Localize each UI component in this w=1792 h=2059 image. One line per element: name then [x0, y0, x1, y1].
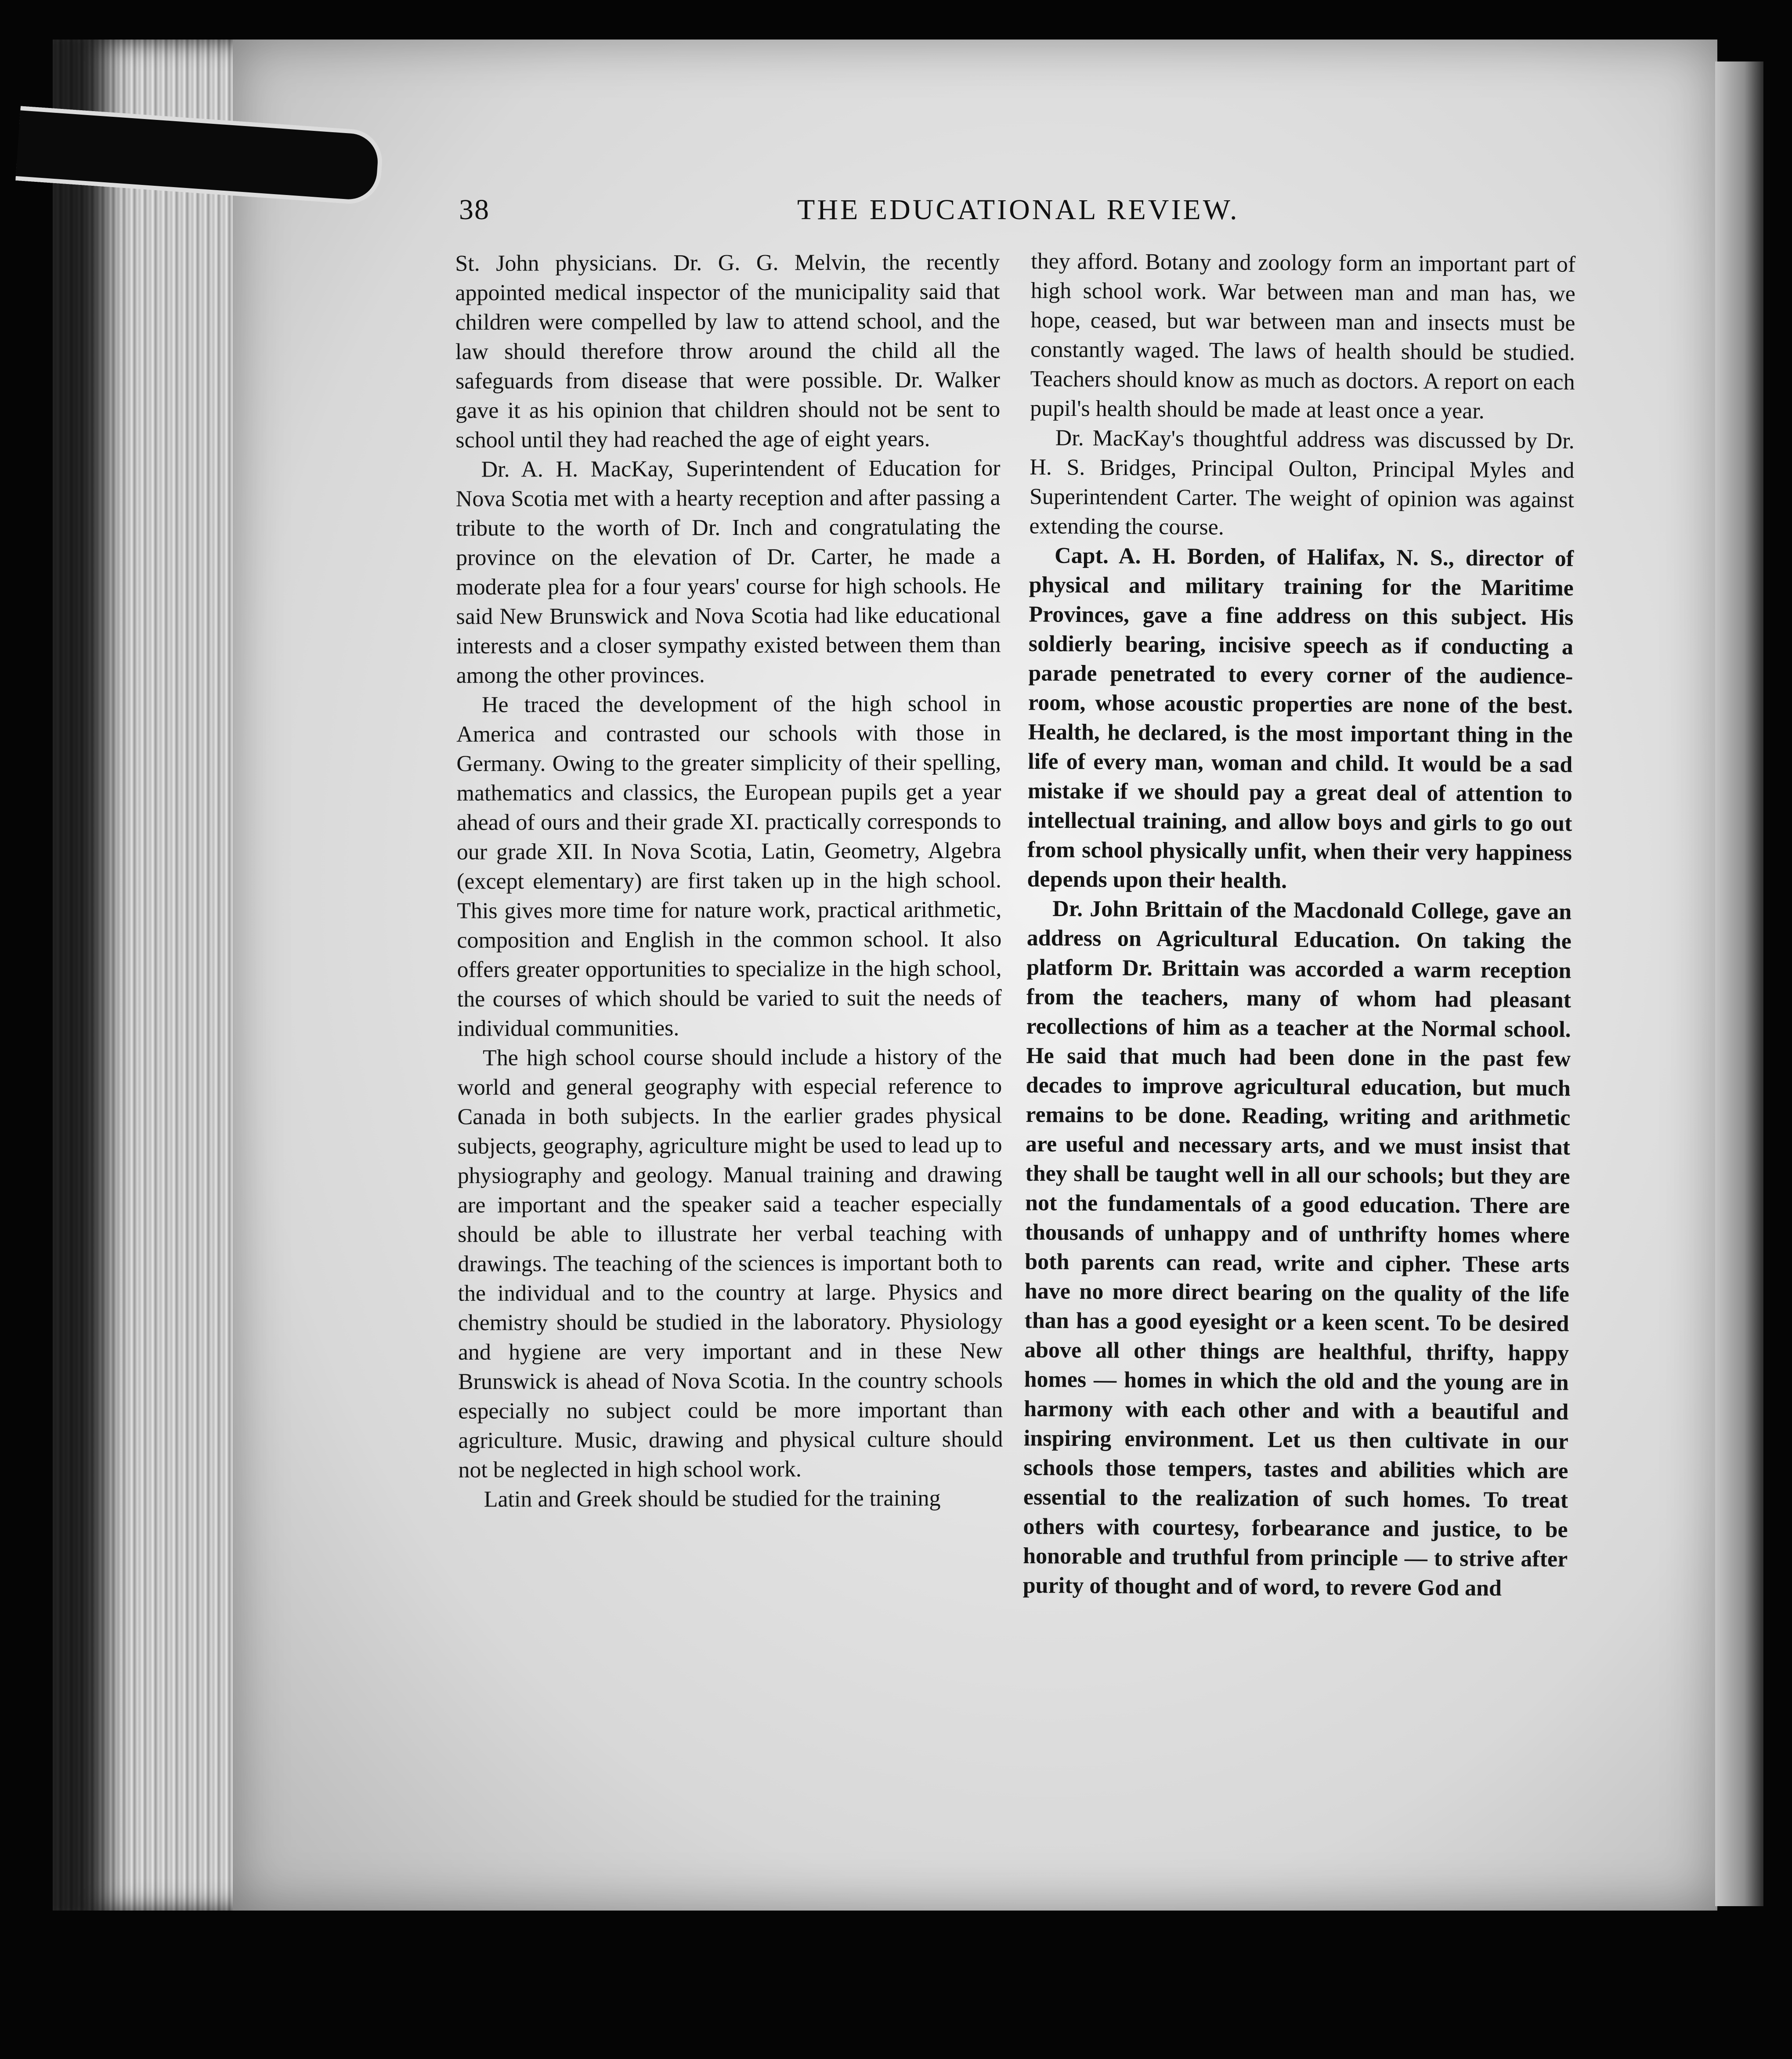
paragraph: Latin and Greek should be studied for the training — [484, 1485, 941, 1512]
paragraph: Dr. MacKay's thoughtful address was discussed by Dr. H. S. Bridges, Principal Oulton, Principal Myles and Superintendent Carter. The weight of opinion was against extending the course. — [1029, 425, 1575, 540]
right-column — [1023, 246, 1576, 1604]
paragraph: they afford. Botany and zoology form an important part of high school work. War between man and man has, we hope, ceased, but war between man and insects must be constantly waged. The laws of health should be studied. Teachers should know as much as doctors. A report on each pupil's health should be made at least once a year. — [1030, 249, 1576, 424]
page-number: 38 — [459, 194, 490, 226]
paragraph: He traced the development of the high school in America and contrasted our schools with those in Germany. Owing to the greater simplicity of their spelling, mathematics and classics, the European pupils get a year ahead of ours and their grade XI. practically corresponds to our grade XII. In Nova Scotia, Latin, Geometry, Algebra (except elementary) are first taken up in the high school. This gives more time for nature work, practical arithmetic, composition and English in the common school. It also offers greater opportunities to specialize in the high school, the courses of which should be varied to suit the needs of individual communities. — [456, 691, 1002, 1041]
left-column — [455, 247, 1003, 1514]
paragraph: Capt. A. H. Borden, of Halifax, N. S., director of physical and military training for the Maritime Provinces, gave a fine address on this subject. His soldierly bearing, incisive speech as if conducting a parade penetrated to every corner of the audience-room, whose acoustic properties are none of the best. Health, he declared, is the most important thing in the life of every man, woman and child. It would be a sad mistake if we should pay a great deal of attention to intellectual training, and allow boys and girls to go out from school physically unfit, when their very happiness depends upon their health. — [1027, 543, 1574, 893]
running-title: THE EDUCATIONAL REVIEW. — [797, 194, 1239, 226]
paragraph: Dr. John Brittain of the Macdonald College, gave an address on Agricultural Education. On taking the platform Dr. Brittain was accorded a warm reception from the teachers, many of whom had pleasant recollections of him as a teacher at the Normal school. He said that much had been done in the past few decades to improve agricultural education, but much remains to be done. Reading, writing and arithmetic are useful and necessary arts, and we must insist that they shall be taught well in all our schools; but they are not the fundamentals of a good education. There are thousands of unhappy and of unthrifty homes where both parents can read, write and cipher. These arts have no more direct bearing on the quality of the life than has a good eyesight or a keen scent. To be desired above all other things are healthful, thrifty, happy homes — homes in which the old and the young are in harmony with each other and with a beautiful and inspiring environment. Let us then cultivate in our schools those tempers, tastes and abilities which are essential to the realization of such homes. To treat others with courtesy, forbearance and justice, to be honorable and truthful from principle — to strive after purity of thought and of word, to revere God and — [1022, 896, 1572, 1601]
paragraph: Dr. A. H. MacKay, Superintendent of Education for Nova Scotia met with a hearty reception and after passing a tribute to the worth of Dr. Inch and congratulating the province on the elevation of Dr. Carter, he made a moderate plea for a four years' course for high schools. He said New Brunswick and Nova Scotia had like educational interests and a closer sympathy existed between them than among the other provinces. — [455, 455, 1001, 688]
facing-page-edge — [1715, 61, 1763, 1906]
page-header — [459, 193, 1579, 228]
paragraph: The high school course should include a history of the world and general geography with especial reference to Canada in both subjects. In the earlier grades physical subjects, geography, agriculture might be used to lead up to physiography and geology. Manual training and drawing are important and the speaker said a teacher especially should be able to illustrate her verbal teaching with drawings. The teaching of the sciences is important both to the individual and to the country at large. Physics and chemistry should be studied in the laboratory. Physiology and hygiene are very important and in these New Brunswick is ahead of Nova Scotia. In the country schools especially no subject could be more important than agriculture. Music, drawing and physical culture should not be neglected in high school work. — [457, 1044, 1003, 1483]
paragraph: St. John physicians. Dr. G. G. Melvin, the recently appointed medical inspector of the municipality said that children were compelled by law to attend school, and the law should therefore throw around the child all the safeguards from disease that were possible. Dr. Walker gave it as his opinion that children should not be sent to school until they had reached the age of eight years. — [455, 249, 1001, 453]
